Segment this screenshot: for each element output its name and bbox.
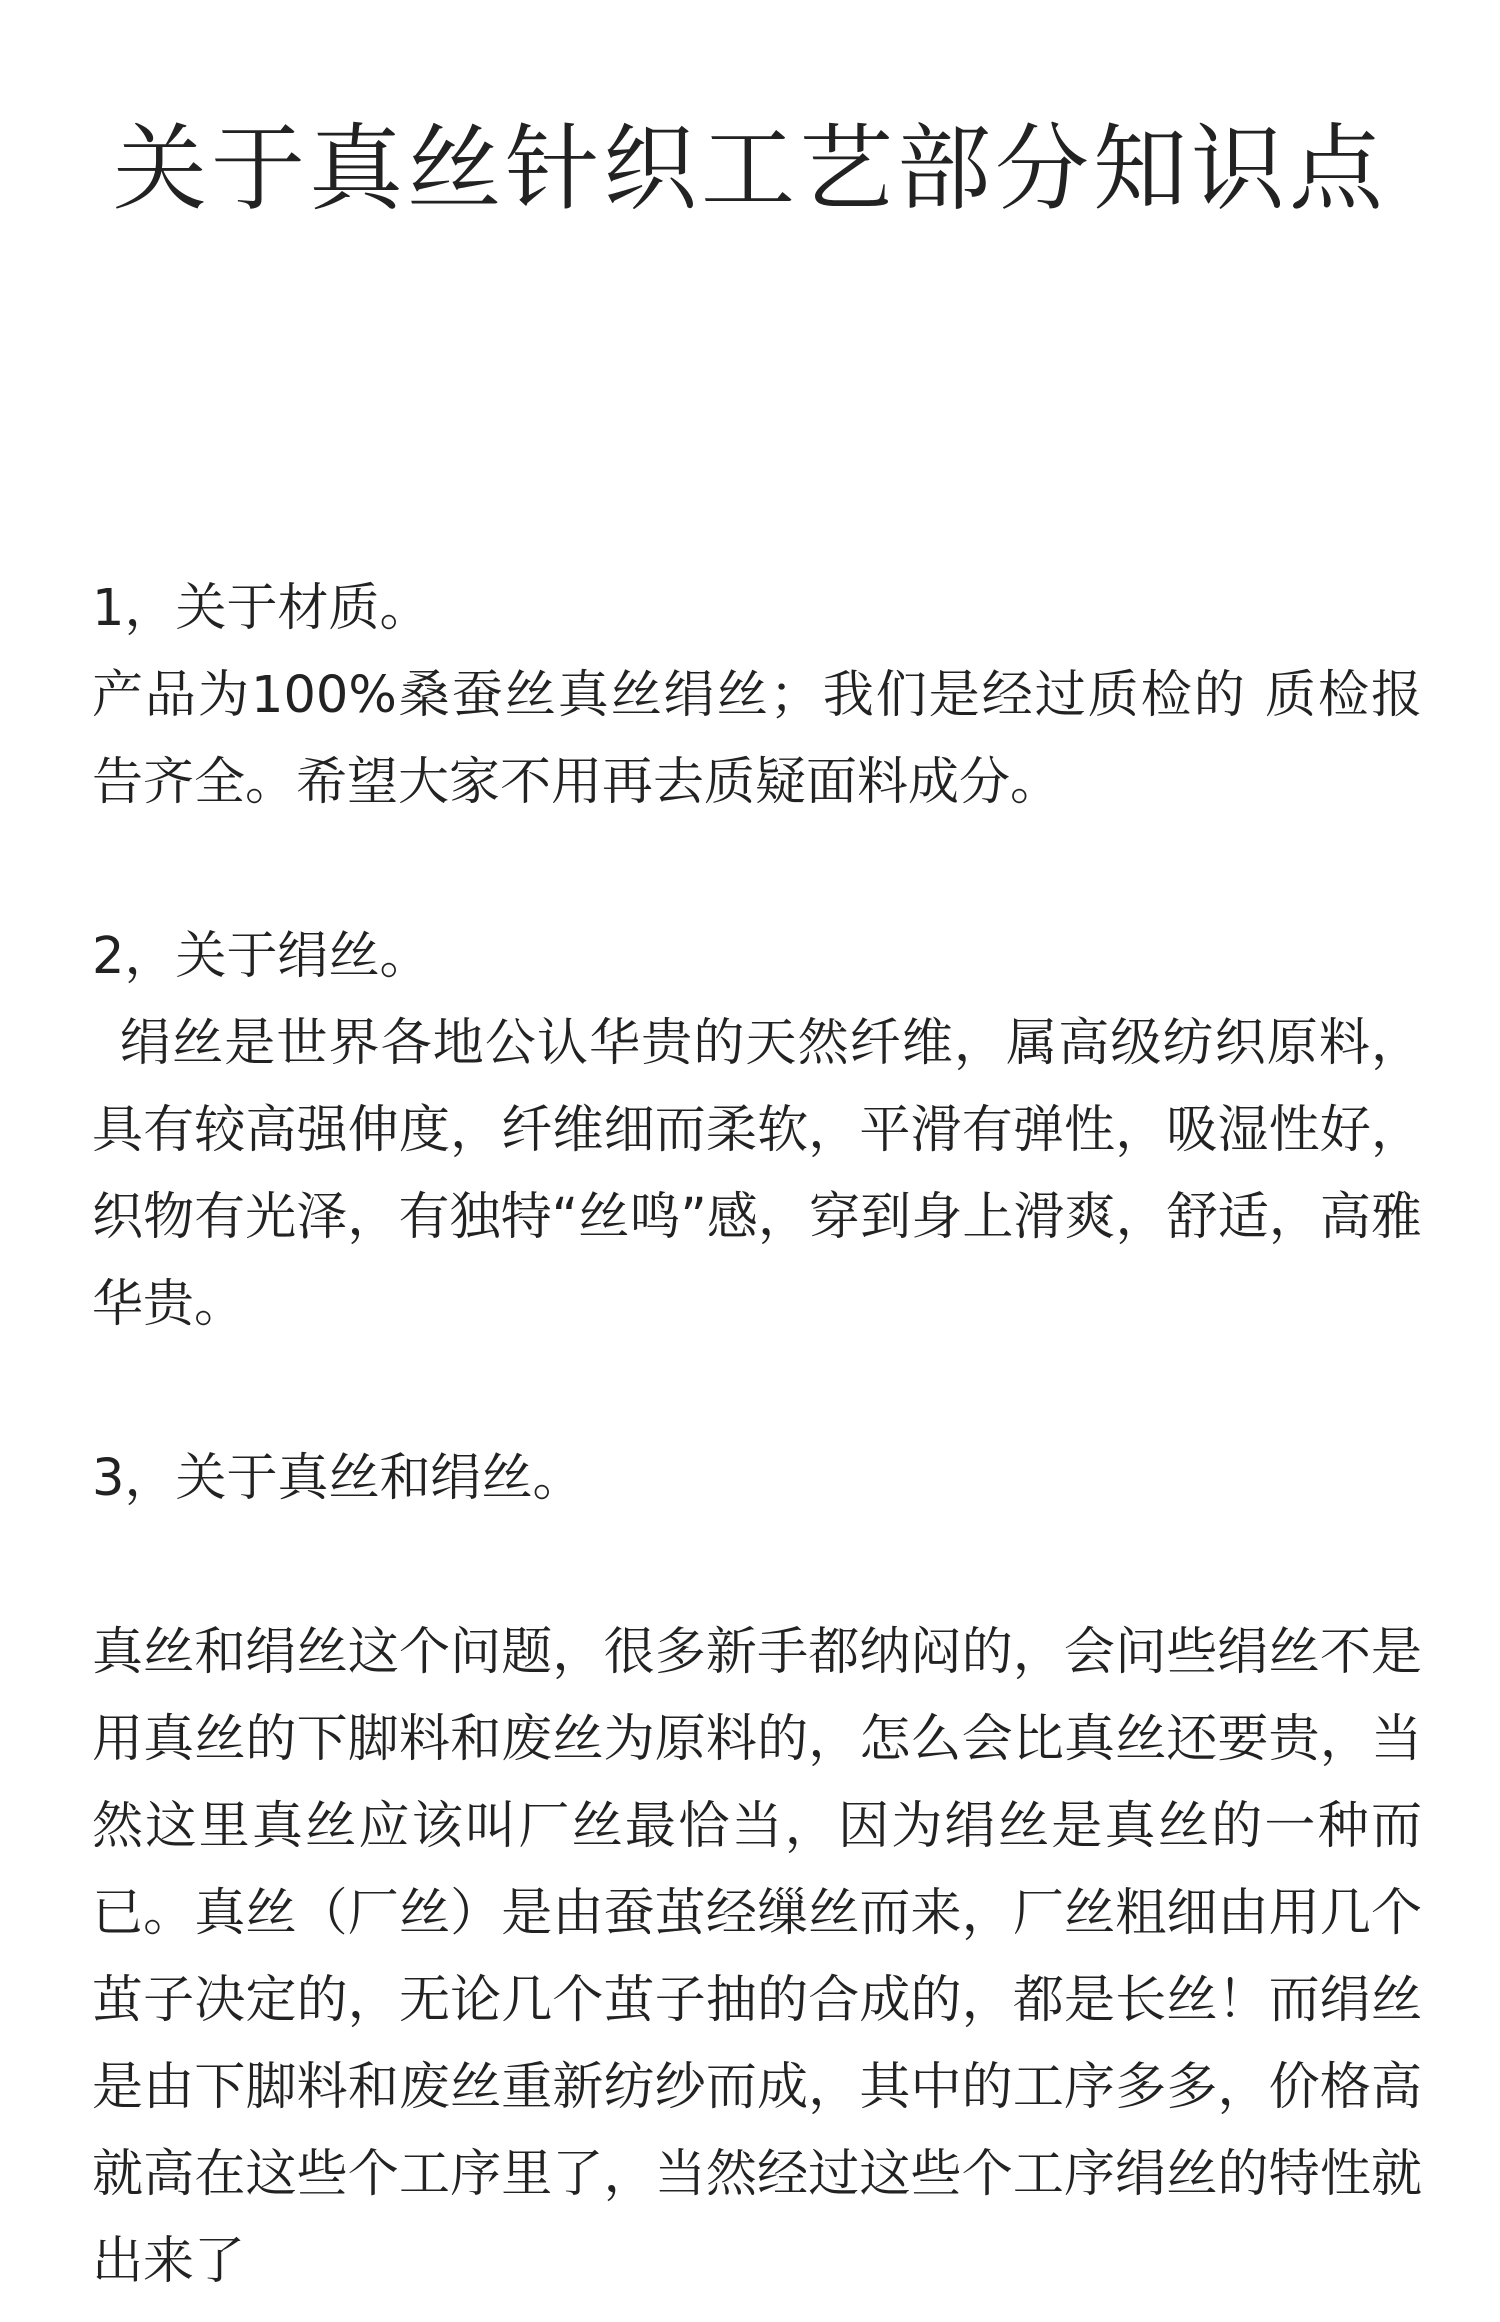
section-paragraph: 绢丝是世界各地公认华贵的天然纤维，属高级纺织原料，具有较高强伸度，纤维细而柔软，平滑有弹性，吸湿性好，织物有光泽，有独特“丝鸣”感，穿到身上滑爽，舒适，高雅华贵。 bbox=[92, 1014, 1422, 1334]
page-title: 关于真丝针织工艺部分知识点 bbox=[112, 115, 1387, 224]
section-silk-vs-spun-silk bbox=[92, 1435, 1422, 2305]
paragraph-spacer bbox=[92, 826, 1422, 913]
section-heading: 2，关于绢丝。 bbox=[92, 927, 431, 986]
paragraph-spacer bbox=[92, 1522, 1422, 1609]
section-paragraph: 真丝和绢丝这个问题，很多新手都纳闷的，会问些绢丝不是用真丝的下脚料和废丝为原料的，怎么会比真丝还要贵，当然这里真丝应该叫厂丝最恰当，因为绢丝是真丝的一种而已。真丝（厂丝）是由蚕茧经缫丝而来，厂丝粗细由用几个茧子决定的，无论几个茧子抽的合成的，都是长丝！而绢丝是由下脚料和废丝重新纺纱而成，其中的工序多多，价格高就高在这些个工序里了，当然经过这些个工序绢丝的特性就出来了 bbox=[92, 1623, 1422, 2291]
section-paragraph: 产品为100%桑蚕丝真丝绢丝；我们是经过质检的 质检报告齐全。希望大家不用再去质疑面料成分。 bbox=[92, 666, 1422, 812]
paragraph-spacer bbox=[92, 1348, 1422, 1435]
section-heading: 3，关于真丝和绢丝。 bbox=[92, 1449, 584, 1508]
section-material bbox=[92, 565, 1422, 826]
document-body bbox=[92, 565, 1422, 2305]
section-heading: 1，关于材质。 bbox=[92, 579, 431, 638]
section-spun-silk bbox=[92, 913, 1422, 1348]
